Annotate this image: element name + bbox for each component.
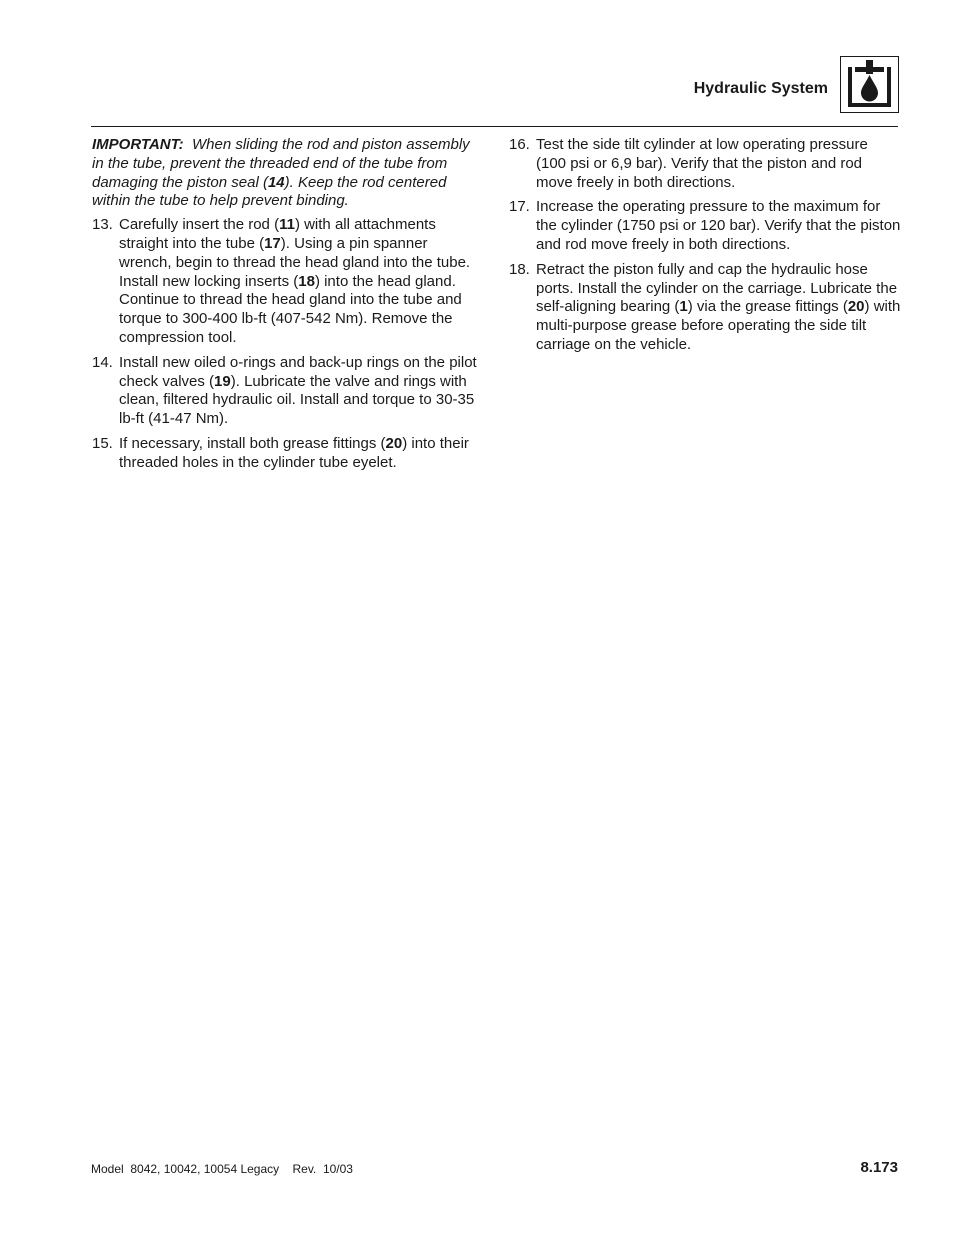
step-text: Increase the operating pressure to the maximum for the cylinder (1750 psi or 120 bar). Verify that the piston and rod move freely in both directions. xyxy=(536,198,901,253)
step-15 xyxy=(92,435,484,473)
section-title: Hydraulic System xyxy=(693,80,828,97)
step-text: Test the side tilt cylinder at low operating pressure (100 psi or 6,9 bar). Verify that the piston and rod move freely in both directions. xyxy=(536,136,868,191)
hydraulic-cylinder-oil-drop-icon xyxy=(840,56,899,113)
right-column xyxy=(509,136,901,361)
step-14 xyxy=(92,354,484,429)
step-text: Retract the piston fully and cap the hydraulic hose ports. Install the cylinder on the carriage. Lubricate the self-aligning bearing (1) via the grease fittings (20) with multi-purpose grease before operating the side tilt carriage on the vehicle. xyxy=(536,260,901,353)
step-13 xyxy=(92,216,484,348)
page-number: 8.173 xyxy=(860,1159,898,1176)
footer-model-info: Model 8042, 10042, 10054 Legacy Rev. 10/03 xyxy=(91,1162,353,1176)
step-text: Install new oiled o-rings and back-up rings on the pilot check valves (19). Lubricate the valve and rings with clean, filtered hydraulic oil. Install and torque to 30-35 lb-ft (41-47 Nm). xyxy=(119,353,477,428)
step-number: 16. xyxy=(509,136,530,153)
step-number: 18. xyxy=(509,260,530,278)
step-18 xyxy=(509,261,901,355)
important-label: IMPORTANT: xyxy=(92,136,184,153)
left-column xyxy=(92,136,484,479)
step-number: 13. xyxy=(92,216,113,234)
step-text: Carefully insert the rod (11) with all attachments straight into the tube (17). Using a pin spanner wrench, begin to thread the head gland into the tube. Install new locking inserts (18) into the head gland. Continue to thread the head gland into the tube and torque to 300-400 lb-ft (407-542 Nm). Remove the compression tool. xyxy=(119,216,471,346)
important-note: IMPORTANT: When sliding the rod and piston assembly in the tube, prevent the threaded end of the tube from damaging the piston seal (14). Keep the rod centered within the tube to help prevent binding. xyxy=(92,136,470,210)
step-number: 17. xyxy=(509,198,530,216)
step-number: 14. xyxy=(92,353,113,371)
header-rule xyxy=(91,126,898,127)
step-number: 15. xyxy=(92,434,113,452)
step-text: If necessary, install both grease fittings (20) into their threaded holes in the cylinder tube eyelet. xyxy=(119,434,469,471)
step-17 xyxy=(509,198,901,254)
step-16 xyxy=(509,136,901,192)
